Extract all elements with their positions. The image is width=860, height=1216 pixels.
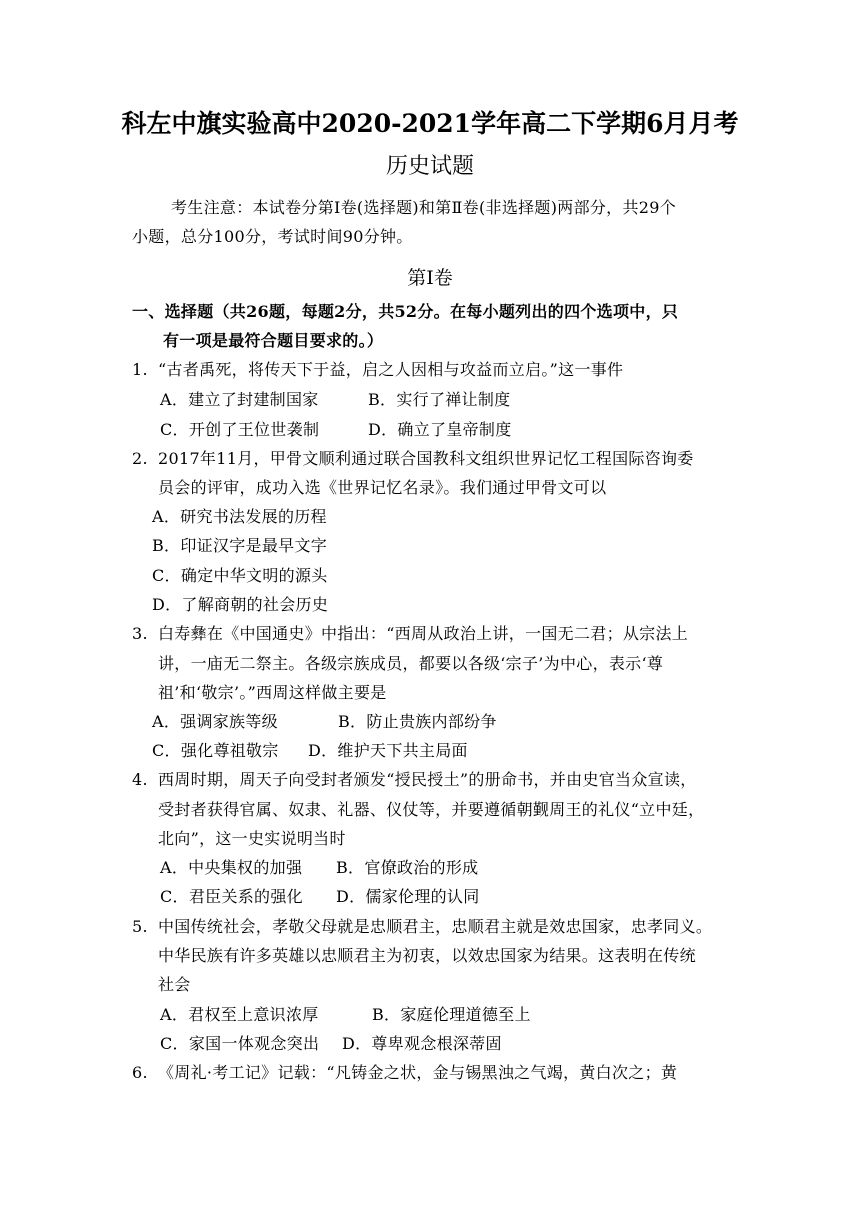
option: A．研究书法发展的历程: [152, 507, 327, 526]
question-text: 2017年11月，甲骨文顺利通过联合国教科文组织世界记忆工程国际咨询委: [158, 449, 694, 468]
exam-title: 科左中旗实验高中2020-2021学年高二下学期6月月考: [121, 109, 739, 138]
notice-line: 小题，总分100分，考试时间90分钟。: [132, 227, 413, 246]
option: D．确立了皇帝制度: [368, 420, 512, 439]
part-heading: 一、选择题（共26题，每题2分，共52分。在每小题列出的四个选项中，只: [132, 302, 679, 321]
question-text: 祖’和‘敬宗’。”西周这样做主要是: [158, 683, 387, 702]
option: C．家国一体观念突出: [160, 1034, 320, 1053]
question-text: 社会: [158, 975, 191, 994]
question-text: “古者禹死，将传天下于益，启之人因相与攻益而立启。”这一事件: [158, 360, 624, 379]
question-text: 西周时期，周天子向受封者颁发“授民授土”的册命书，并由史官当众宣读，: [158, 770, 697, 789]
section-heading: 第Ⅰ卷: [407, 267, 453, 289]
question-number: 5.: [132, 917, 148, 936]
option: B．防止贵族内部纷争: [338, 712, 497, 731]
option: C．确定中华文明的源头: [152, 566, 328, 585]
option: D．了解商朝的社会历史: [152, 595, 329, 614]
option: A．中央集权的加强: [160, 858, 303, 877]
question-text: 北向”，这一史实说明当时: [158, 829, 346, 848]
question-number: 4.: [132, 770, 148, 789]
option: A．君权至上意识浓厚: [160, 1005, 319, 1024]
question-text: 中国传统社会，孝敬父母就是忠顺君主，忠顺君主就是效忠国家，忠孝同义。: [158, 917, 713, 936]
option: A．建立了封建制国家: [160, 390, 319, 409]
question-text: 员会的评审，成功入选《世界记忆名录》。我们通过甲骨文可以: [158, 478, 607, 497]
option: D．尊卑观念根深蒂固: [342, 1034, 502, 1053]
exam-subtitle: 历史试题: [385, 154, 474, 179]
option: C．开创了王位世袭制: [160, 420, 320, 439]
question-number: 3.: [132, 624, 148, 643]
question-text: 中华民族有许多英雄以忠顺君主为初衷，以效忠国家为结果。这表明在传统: [158, 946, 696, 965]
option: D．儒家伦理的认同: [336, 887, 480, 906]
question-text: 白寿彝在《中国通史》中指出：“西周从政治上讲，一国无二君；从宗法上: [158, 624, 689, 643]
question-number: 6.: [132, 1063, 148, 1082]
question-text: 讲，一庙无二祭主。各级宗族成员，都要以各级‘宗子’为中心，表示‘尊: [158, 654, 664, 673]
question-text: 受封者获得官属、奴隶、礼器、仪仗等，并要遵循朝觐周王的礼仪“立中廷，: [158, 800, 705, 819]
option: B．实行了禅让制度: [368, 390, 511, 409]
option: B．官僚政治的形成: [336, 858, 479, 877]
option: C．君臣关系的强化: [160, 887, 303, 906]
question-number: 2.: [132, 449, 148, 468]
option: B．印证汉字是最早文字: [152, 536, 328, 555]
part-heading: 有一项是最符合题目要求的。）: [163, 331, 384, 350]
notice-line: 考生注意：本试卷分第Ⅰ卷(选择题)和第Ⅱ卷(非选择题)两部分，共29个: [171, 198, 677, 217]
option: D．维护天下共主局面: [308, 741, 468, 760]
option: B．家庭伦理道德至上: [372, 1005, 531, 1024]
option: C．强化尊祖敬宗: [152, 741, 279, 760]
option: A．强调家族等级: [152, 712, 278, 731]
question-number: 1.: [132, 360, 148, 379]
question-text: 《周礼·考工记》记载：“凡铸金之状，金与锡黑浊之气竭，黄白次之；黄: [158, 1063, 678, 1082]
